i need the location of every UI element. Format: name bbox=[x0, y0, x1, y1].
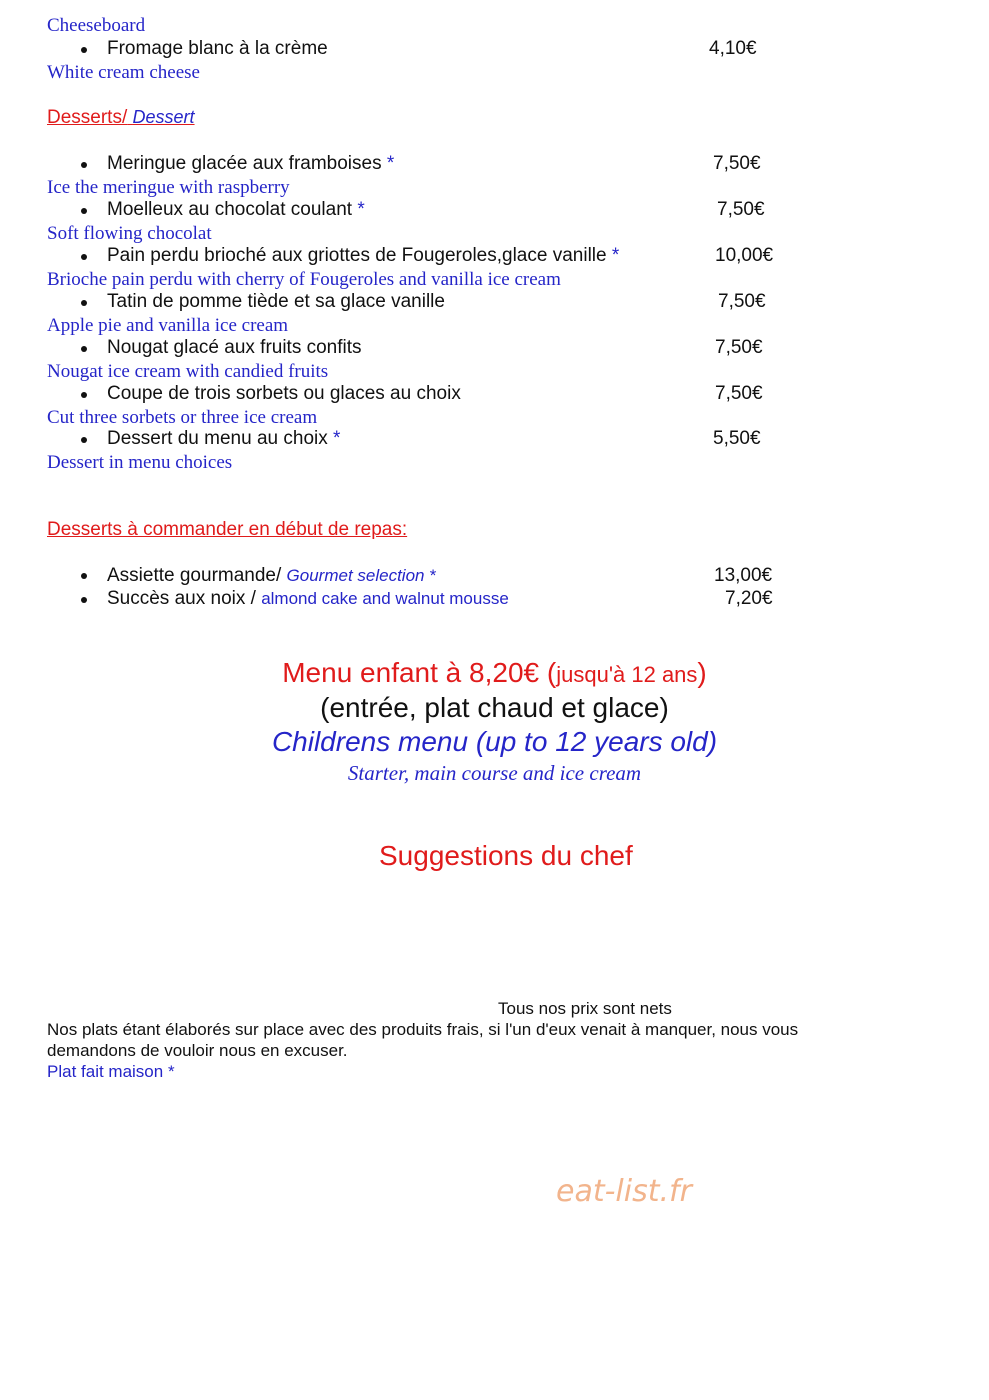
homemade-star: * bbox=[386, 153, 395, 174]
dessert-item-price: 7,50€ bbox=[715, 383, 763, 404]
dessert-item-price: 5,50€ bbox=[713, 428, 761, 449]
kids-menu-title: Menu enfant à 8,20€ (jusqu'à 12 ans) bbox=[282, 657, 707, 688]
dessert-item-fr: Dessert du menu au choix * bbox=[107, 428, 341, 449]
bullet-icon bbox=[81, 573, 87, 579]
preorder-item: Assiette gourmande/ Gourmet selection * bbox=[107, 565, 437, 586]
dessert-item-en: Dessert in menu choices bbox=[47, 452, 233, 473]
cheese-item-fr: Fromage blanc à la crème bbox=[107, 38, 328, 59]
desserts-heading-en: Dessert bbox=[132, 107, 195, 127]
preorder-item-price: 7,20€ bbox=[725, 588, 773, 609]
preorder-item-price: 13,00€ bbox=[714, 565, 773, 586]
dessert-item-price: 10,00€ bbox=[715, 245, 774, 266]
dessert-item-en: Cut three sorbets or three ice cream bbox=[47, 407, 318, 428]
bullet-icon bbox=[81, 437, 87, 443]
bullet-icon bbox=[81, 597, 87, 603]
homemade-legend: Plat fait maison * bbox=[47, 1062, 175, 1081]
chef-suggestions-heading: Suggestions du chef bbox=[379, 840, 633, 871]
kids-menu-contents-en: Starter, main course and ice cream bbox=[347, 761, 642, 785]
homemade-star: * bbox=[333, 428, 341, 449]
kids-menu-contents-fr: (entrée, plat chaud et glace) bbox=[320, 692, 669, 723]
bullet-icon bbox=[81, 47, 87, 53]
dessert-item-en: Brioche pain perdu with cherry of Fougeroles and vanilla ice cream bbox=[47, 269, 561, 290]
dessert-item-fr: Tatin de pomme tiède et sa glace vanille bbox=[107, 291, 445, 312]
homemade-star: * bbox=[611, 245, 620, 266]
dessert-item-fr: Coupe de trois sorbets ou glaces au choix bbox=[107, 383, 461, 404]
desserts-heading-fr: Desserts/ bbox=[47, 107, 128, 128]
dessert-item-en: Soft flowing chocolat bbox=[47, 223, 212, 244]
bullet-icon bbox=[81, 346, 87, 352]
desserts-heading bbox=[47, 107, 195, 129]
bullet-icon bbox=[81, 392, 87, 398]
dessert-item-en: Nougat ice cream with candied fruits bbox=[47, 361, 329, 382]
dessert-item-en: Apple pie and vanilla ice cream bbox=[47, 315, 289, 336]
dessert-item-fr: Meringue glacée aux framboises * bbox=[107, 153, 395, 174]
bullet-icon bbox=[81, 162, 87, 168]
dessert-item-price: 7,50€ bbox=[718, 291, 766, 312]
dessert-item-price: 7,50€ bbox=[715, 337, 763, 358]
preorder-item: Succès aux noix / almond cake and walnut mousse bbox=[107, 588, 509, 609]
kids-menu-title-en: Childrens menu (up to 12 years old) bbox=[271, 726, 718, 757]
dessert-item-fr: Pain perdu brioché aux griottes de Fougeroles,glace vanille * bbox=[107, 245, 620, 266]
homemade-star: * bbox=[429, 566, 437, 585]
site-watermark: eat-list.fr bbox=[556, 1174, 692, 1209]
bullet-icon bbox=[81, 208, 87, 214]
preorder-heading: Desserts à commander en début de repas: bbox=[47, 519, 408, 540]
dessert-item-price: 7,50€ bbox=[713, 153, 761, 174]
prices-net-note: Tous nos prix sont nets bbox=[498, 999, 672, 1018]
fresh-products-note: demandons de vouloir nous en excuser. bbox=[47, 1041, 348, 1060]
cheese-item-en: White cream cheese bbox=[47, 62, 200, 83]
bullet-icon bbox=[81, 300, 87, 306]
homemade-star: * bbox=[357, 199, 365, 220]
bullet-icon bbox=[81, 254, 87, 260]
dessert-item-fr: Moelleux au chocolat coulant * bbox=[107, 199, 365, 220]
dessert-item-fr: Nougat glacé aux fruits confits bbox=[107, 337, 362, 358]
dessert-item-en: Ice the meringue with raspberry bbox=[47, 177, 290, 198]
dessert-item-price: 7,50€ bbox=[717, 199, 765, 220]
cheeseboard-heading: Cheeseboard bbox=[47, 15, 146, 36]
cheese-item-price: 4,10€ bbox=[709, 38, 757, 59]
fresh-products-note: Nos plats étant élaborés sur place avec des produits frais, si l'un d'eux venait à manquer, nous vous bbox=[47, 1020, 799, 1039]
